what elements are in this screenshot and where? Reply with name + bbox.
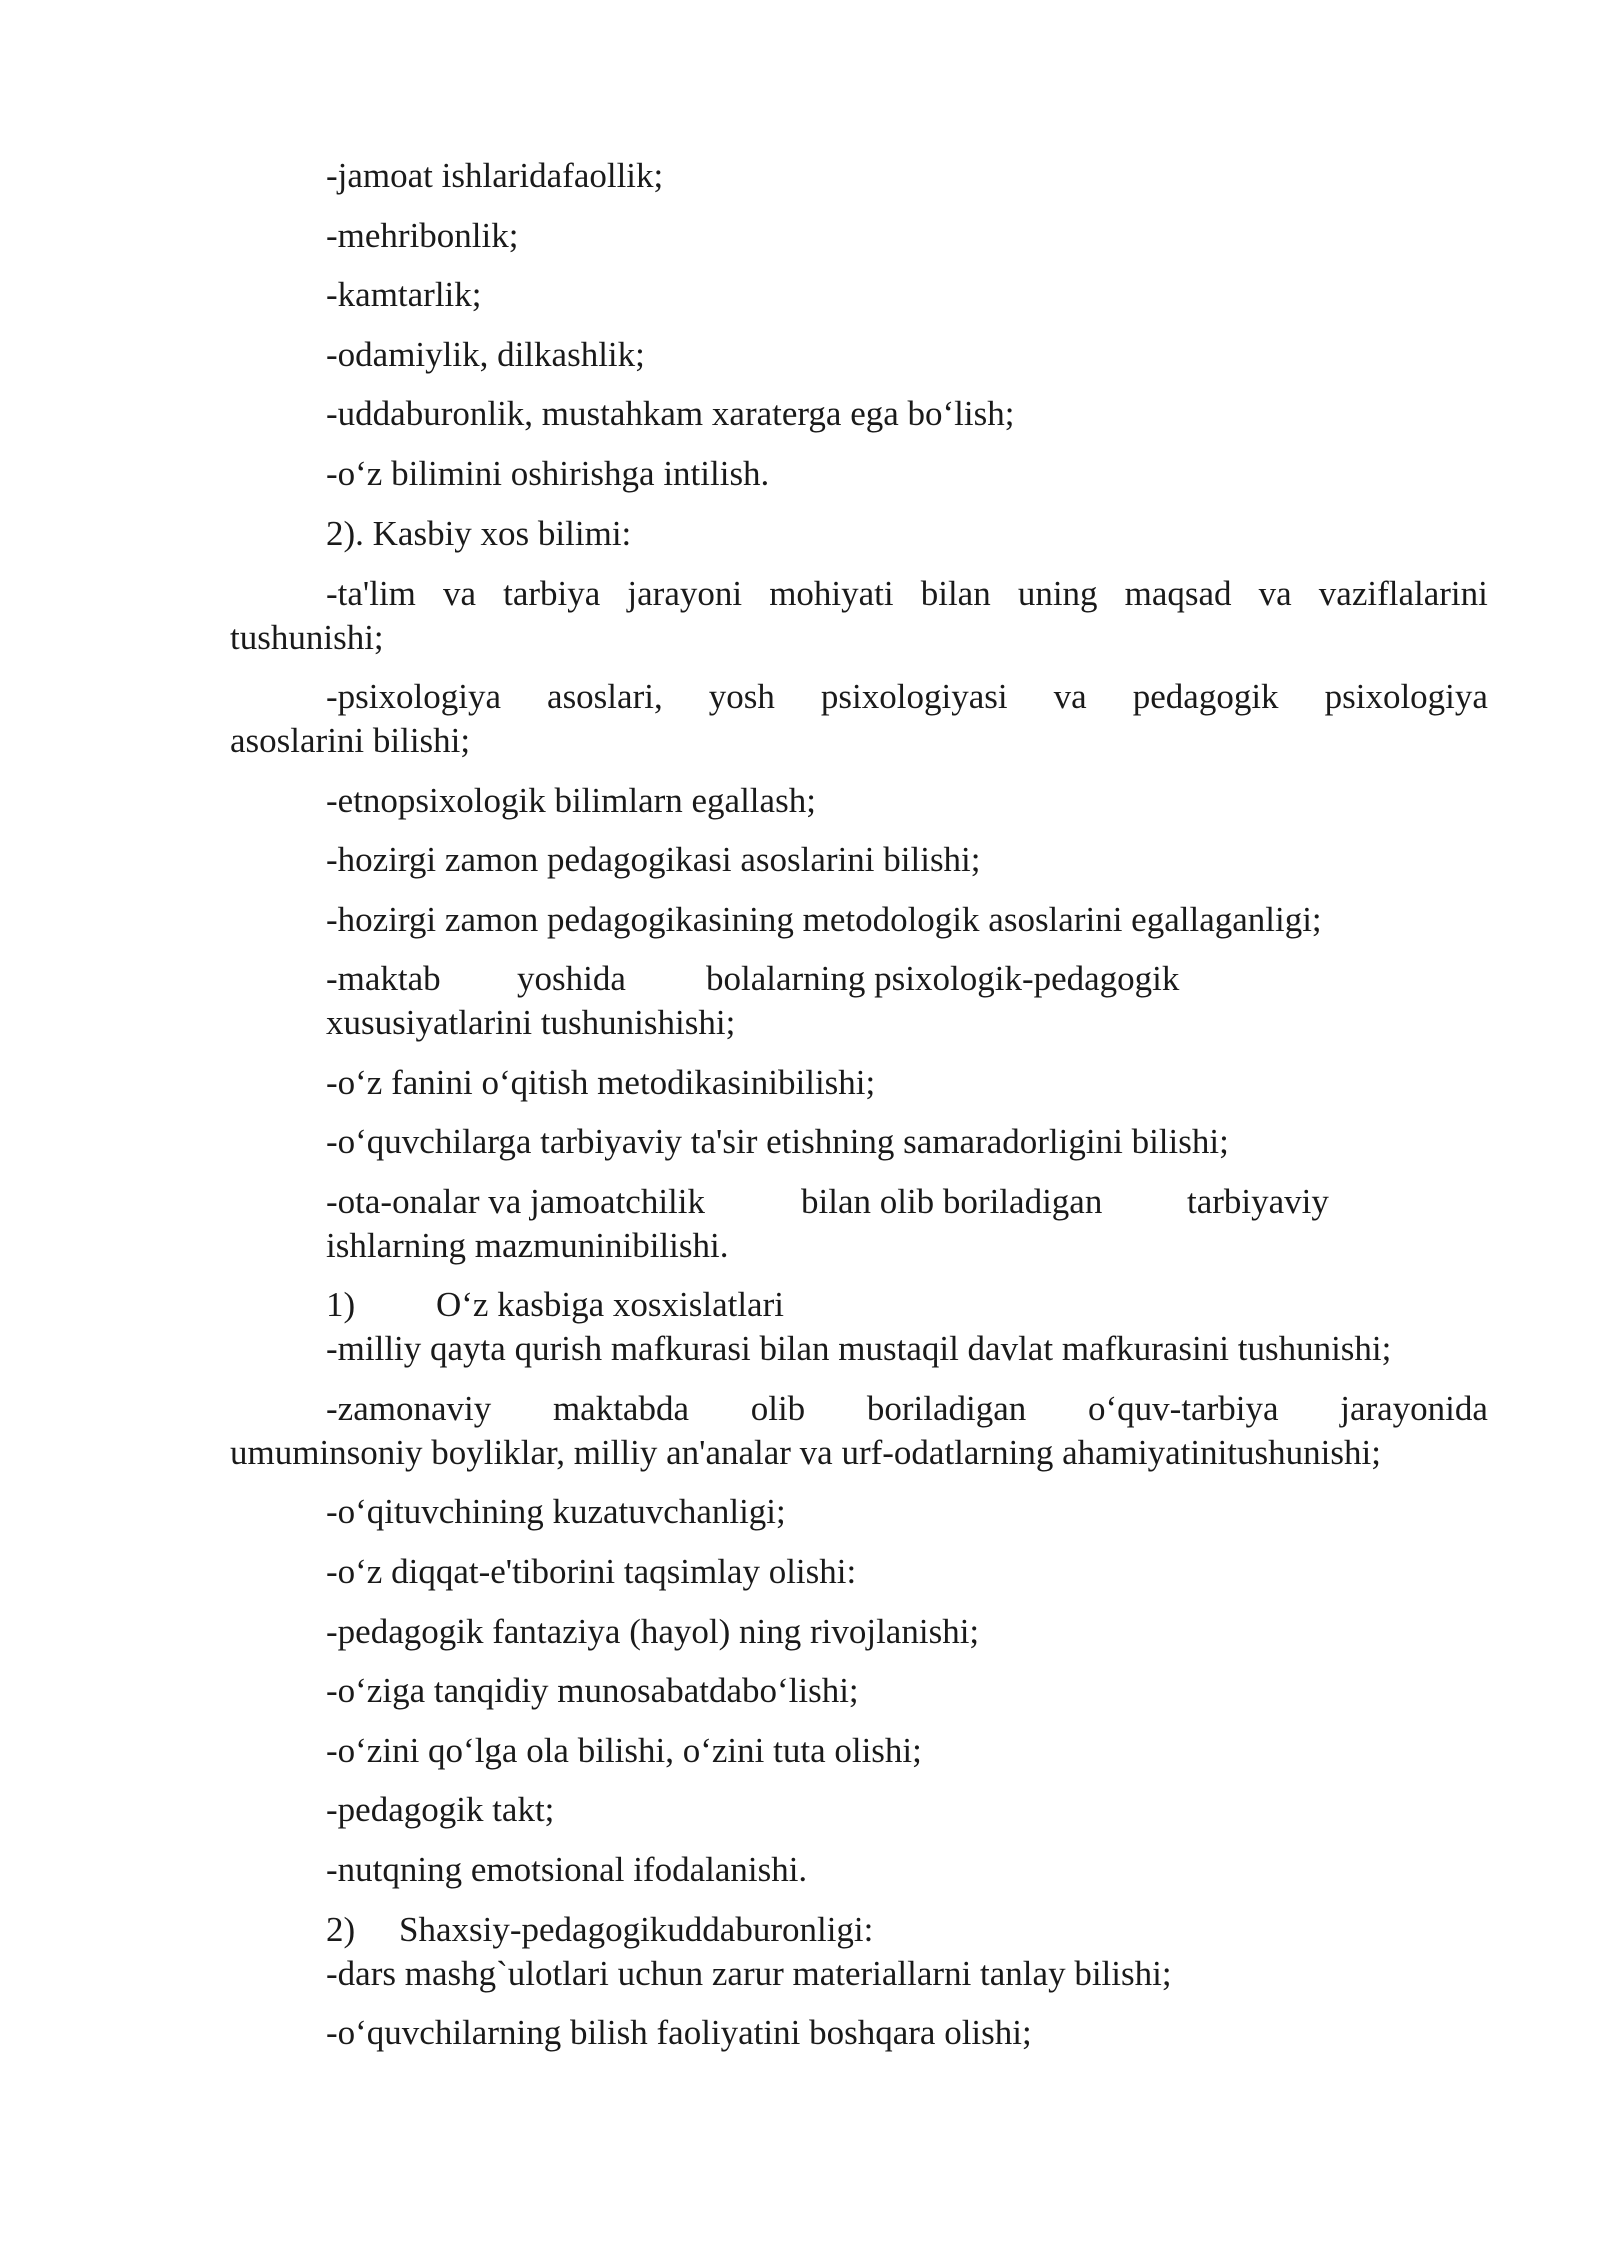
text-line-nutq: -nutqning emotsional ifodalanishi.: [326, 1850, 808, 1889]
word: va: [1053, 677, 1087, 716]
section-heading-kasbiy-xos-bilimi: 2). Kasbiy xos bilimi:: [326, 514, 632, 553]
word: -psixologiya: [326, 677, 501, 716]
word: bilan: [920, 574, 991, 613]
word: psixologiya: [1324, 677, 1488, 716]
word: jarayonida: [1340, 1389, 1488, 1428]
text-line-bilish-faoliyati: -o‘quvchilarning bilish faoliyatini boshqara olishi;: [326, 2013, 1032, 2052]
section-heading-shaxsiy-pedagogik: Shaxsiy-pedagogikuddaburonligi:: [399, 1910, 874, 1949]
text-line-kamtarlik: -kamtarlik;: [326, 275, 482, 314]
word: tarbiya: [503, 574, 601, 613]
word: -zamonaviy: [326, 1389, 492, 1428]
text-line-materiallar: -dars mashg`ulotlari uchun zarur materiallarni tanlay bilishi;: [326, 1954, 1172, 1993]
text-line-metodologik: -hozirgi zamon pedagogikasining metodologik asoslarini egallaganligi;: [326, 900, 1322, 939]
word: -ta'lim: [326, 574, 416, 613]
text-line-xususiyatlarini: xususiyatlarini tushunishishi;: [326, 1003, 736, 1042]
justified-line-psixologiya: [326, 675, 1488, 719]
text-line-uddaburonlik: -uddaburonlik, mustahkam xaraterga ega bo‘lish;: [326, 394, 1015, 433]
word: maqsad: [1124, 574, 1232, 613]
justified-line-zamonaviy: [326, 1387, 1488, 1431]
text-line-pedagogika-asoslari: -hozirgi zamon pedagogikasi asoslarini bilishi;: [326, 840, 981, 879]
list-number-2: 2): [326, 1910, 356, 1949]
word: va: [443, 574, 477, 613]
text-line-ota-onalar: [326, 1180, 1329, 1224]
text-line-bilim-oshirish: -o‘z bilimini oshirishga intilish.: [326, 454, 770, 493]
word: jarayoni: [627, 574, 743, 613]
word: psixologiyasi: [820, 677, 1008, 716]
word: olib: [750, 1389, 806, 1428]
text-line-mehribonlik: -mehribonlik;: [326, 216, 519, 255]
word: yosh: [708, 677, 775, 716]
justified-line-talim: [326, 572, 1488, 616]
word: bilan olib boriladigan: [801, 1182, 1103, 1221]
text-line-maktab-yoshida: [326, 957, 1326, 1001]
text-line-pedagogik-takt: -pedagogik takt;: [326, 1790, 555, 1829]
text-line-kuzatuvchanlik: -o‘qituvchining kuzatuvchanligi;: [326, 1492, 786, 1531]
word: -maktab: [326, 959, 441, 998]
section-heading-kasbiga-xos-xislatlari: O‘z kasbiga xosxislatlari: [436, 1285, 784, 1324]
text-line-odamiylik: -odamiylik, dilkashlik;: [326, 335, 645, 374]
text-line-fan-metodikasi: -o‘z fanini o‘qitish metodikasinibilishi;: [326, 1063, 876, 1102]
text-line-umuminsoniy: umuminsoniy boyliklar, milliy an'analar va urf-odatlarning ahamiyatinitushunishi;: [230, 1433, 1381, 1472]
text-line-mazmuni: ishlarning mazmuninibilishi.: [326, 1226, 729, 1265]
word: mohiyati: [769, 574, 894, 613]
text-line-asoslarini-bilishi: asoslarini bilishi;: [230, 721, 471, 760]
word: vaziflalarini: [1318, 574, 1488, 613]
text-line-milliy-mafkura: -milliy qayta qurish mafkurasi bilan mustaqil davlat mafkurasini tushunishi;: [326, 1329, 1392, 1368]
word: bolalarning psixologik-pedagogik: [706, 959, 1180, 998]
word: o‘quv-tarbiya: [1088, 1389, 1279, 1428]
text-line-etnopsixologik: -etnopsixologik bilimlarn egallash;: [326, 781, 816, 820]
text-line-oziniqolga: -o‘zini qo‘lga ola bilishi, o‘zini tuta olishi;: [326, 1731, 922, 1770]
word: -ota-onalar va jamoatchilik: [326, 1182, 706, 1221]
word: uning: [1017, 574, 1098, 613]
text-line-jamoat: -jamoat ishlaridafaollik;: [326, 156, 664, 195]
text-line-tanqidiy: -o‘ziga tanqidiy munosabatdabo‘lishi;: [326, 1671, 859, 1710]
list-number-1: 1): [326, 1285, 356, 1324]
word: yoshida: [517, 959, 626, 998]
word: boriladigan: [866, 1389, 1027, 1428]
word: asoslari,: [547, 677, 663, 716]
text-line-tushunishi: tushunishi;: [230, 618, 384, 657]
text-line-diqqat: -o‘z diqqat-e'tiborini taqsimlay olishi:: [326, 1552, 857, 1591]
text-line-fantaziya: -pedagogik fantaziya (hayol) ning rivojlanishi;: [326, 1612, 980, 1651]
word: maktabda: [552, 1389, 689, 1428]
word: pedagogik: [1132, 677, 1279, 716]
text-line-tarbiyaviy-tasir: -o‘quvchilarga tarbiyaviy ta'sir etishning samaradorligini bilishi;: [326, 1122, 1229, 1161]
word: tarbiyaviy: [1187, 1182, 1329, 1221]
word: va: [1258, 574, 1292, 613]
